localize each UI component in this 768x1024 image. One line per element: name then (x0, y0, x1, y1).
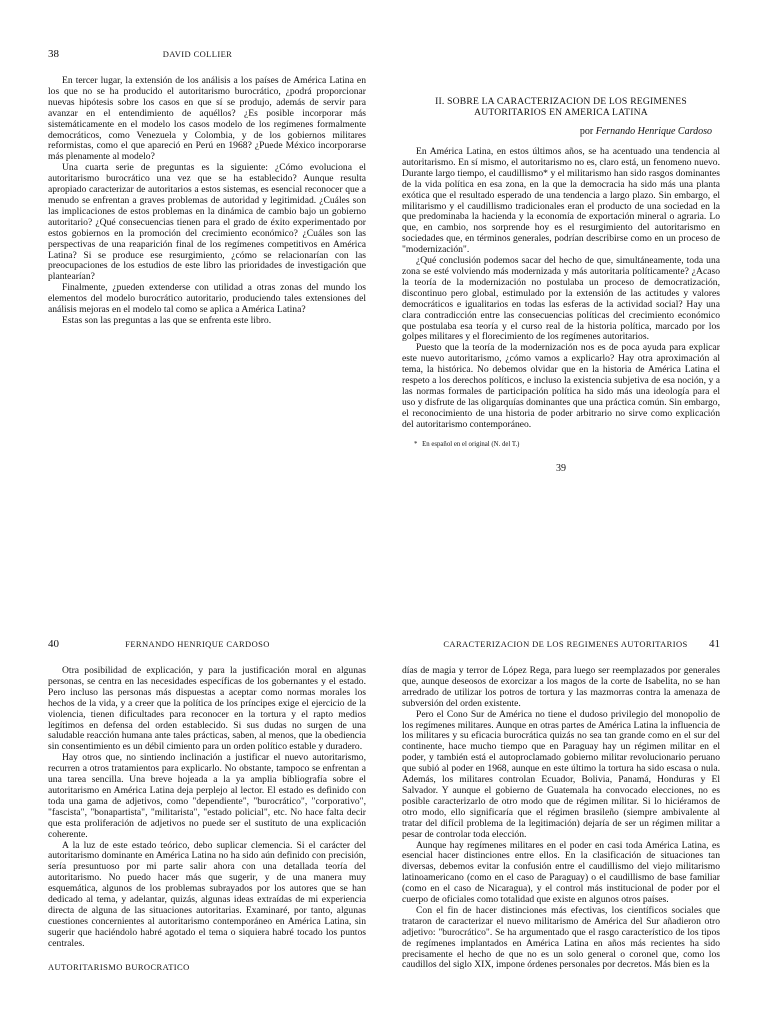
byline-prefix: por (579, 126, 594, 137)
paragraph: A la luz de este estado teórico, debo suplicar clemencia. Si el carácter del autoritarismo dominante en América Latina no ha sido aún definido con precisión, sería presuntuoso por mi parte salir ahora con una detallada teoría del autoritarismo. No puedo hacer más que sugerir, y de una manera muy esquemática, algunos de los problemas subrayados por los autores que se han dedicado al tema, y adelantar, quizás, algunas ideas extraídas de mi experiencia directa de alguna de las situaciones autoritarias. Examinaré, por tanto, algunas cuestiones concernientes al autoritarismo contemporáneo en América Latina, sin sugerir que haciéndolo habré agotado el tema o siquiera habré tocado los puntos centrales. (48, 839, 366, 949)
chapter-title (402, 96, 720, 118)
paragraph: Puesto que la teoría de la modernización nos es de poca ayuda para explicar este nuevo autoritarismo, ¿cómo vamos a explicarlo? Hay otra aproximación al tema, la histórica. No debemos olvidar que en la historia de América Latina el respeto a los derechos políticos, e incluso la existencia subjetiva de esa noción, y a las normas formales de participación política ha sido más una ideología para el uso y disfrute de las oligarquías dominantes que una práctica común. Sin embargo, el reconocimiento de una historia de poder arbitrario no sirve como explicación del autoritarismo contemporáneo. (402, 342, 720, 430)
chapter-title-line: AUTORITARIOS EN AMERICA LATINA (474, 107, 648, 118)
page-number: 41 (709, 638, 720, 650)
paragraph: Una cuarta serie de preguntas es la siguiente: ¿Cómo evoluciona el autoritarismo burocrático una vez que se ha establecido? Aunque resulta apropiado caracterizar de autoritarios a estos sistemas, es esencial reconocer que a menudo se enfrentan a graves problemas de autoridad y legitimidad. ¿Cuáles son las implicaciones de estos problemas en la dinámica de cambio bajo un gobierno autoritario? ¿Qué consecuencias tienen para el grado de éxito experimentado por estos gobiernos en la promoción del crecimiento económico? ¿Cuáles son las perspectivas de una reaparición final de los regímenes competitivos en América Latina? Si se produce ese resurgimiento, ¿cómo se relacionarían con las preocupaciones de los estudios de este libro las prioridades de investigación que plantearían? (48, 162, 366, 283)
header-author: FERNANDO HENRIQUE CARDOSO (125, 639, 270, 649)
paragraph: Con el fin de hacer distinciones más efectivas, los científicos sociales que trataron de caracterizar el nuevo militarismo de América del Sur añadieron otro adjetivo: "burocrático". Se ha argumentado que el rasgo característico de los tipos de regímenes implantados en América Latina en años más recientes ha sido precisamente el hecho de que no es un solo general o coronel que, como los caudillos del siglo XIX, impone órdenes personales por decretos. Más bien es la (402, 904, 720, 971)
running-header (402, 638, 720, 650)
page-38 (48, 48, 366, 388)
paragraph: Hay otros que, no sintiendo inclinación a justificar el nuevo autoritarismo, recurren a otros tratamientos para explicarlo. No obstante, tampoco se enfrentan a una tarea sencilla. Una breve hojeada a la ya amplia bibliografía sobre el autoritarismo en América Latina deja perplejo al lector. El estado es definido con toda una gama de adjetivos, como "dependiente", "burocrático", "corporativo", "fascista", "bonapartista", "militarista", "estado policial", etc. No hace falta decir que esta proliferación de adjetivos no puede ser el sustituto de una explicación coherente. (48, 752, 366, 840)
byline (402, 126, 712, 137)
page-number: 40 (48, 638, 59, 650)
page-number: 39 (556, 462, 566, 474)
paragraph: En América Latina, en estos últimos años, se ha acentuado una tendencia al autoritarismo. En sí mismo, el autoritarismo no es, claro está, un fenomeno nuevo. Durante largo tiempo, el caudillismo* y el militarismo han sido rasgos dominantes de la vida política en esa zona, en la que la democracia ha sido más una planta exótica que el resultado esperado de una tendencia a largo plazo. Sin embargo, el militarismo y el caudillismo tradicionales eran el producto de una sociedad en la que predominaba la hacienda y la economía de exportación mineral o agraria. Lo que, en cambio, nos sorprende hoy es el resurgimiento del autoritarismo en sociedades que, en términos generales, podrían describirse como en un proceso de "modernización". (402, 146, 720, 256)
page-40 (48, 638, 366, 1024)
chapter-author: Fernando Henrique Cardoso (595, 126, 712, 137)
chapter-title-line: II. SOBRE LA CARACTERIZACION DE LOS REGIMENES (435, 96, 687, 107)
footnote-text: En español en el original (N. del T.) (422, 440, 520, 448)
footnote (414, 441, 720, 449)
page-39 (402, 48, 720, 474)
paragraph: días de magia y terror de López Rega, para luego ser reemplazados por generales que, aunque deseosos de exorcizar a los magos de la corte de Isabelita, no se han arredrado de utilizar los potros de tortura y las mazmorras contra la amenaza de subversión del orden existente. (402, 665, 720, 709)
footnote-mark: * (414, 440, 418, 448)
page-number: 38 (48, 48, 59, 60)
page-41 (402, 638, 720, 1024)
section-heading: AUTORITARISMO BUROCRATICO (48, 961, 190, 972)
header-title: CARACTERIZACION DE LOS REGIMENES AUTORITARIOS (443, 639, 688, 649)
running-header (48, 638, 366, 650)
paragraph: Pero el Cono Sur de América no tiene el dudoso privilegio del monopolio de los regímenes militares. Aunque en otras partes de América Latina la influencia de los militares y su eficacia burocrática quizás no sea tan grande como en el sur del continente, hace mucho tiempo que en Paraguay hay un régimen militar en el poder, y también está el autoproclamado gobierno militar revolucionario peruano que subió al poder en 1968, aunque en este último la tortura ha sido escasa o nula. Además, los militares controlan Ecuador, Bolivia, Panamá, Honduras y El Salvador. Y aunque el gobierno de Guatemala ha convocado elecciones, no es posible caracterizarlo de otro modo que de régimen militar. Si lo hiciéramos de otro modo, ello significaría que el régimen brasileño (siempre ambivalente al tratar del difícil problema de la legitimación) dejaría de ser un régimen militar a pesar de controlar toda elección. (402, 708, 720, 840)
header-author: DAVID COLLIER (162, 49, 233, 59)
paragraph: Estas son las preguntas a las que se enfrenta este libro. (62, 314, 272, 326)
paragraph: Finalmente, ¿pueden extenderse con utilidad a otras zonas del mundo los elementos del modelo burocrático autoritario, produciendo tales extensiones del análisis mejoras en el modelo tal como se aplica a América Latina? (48, 282, 366, 316)
running-header (48, 48, 366, 60)
paragraph: En tercer lugar, la extensión de los análisis a los países de América Latina en los que no se ha producido el autoritarismo burocrático, ¿podrá proporcionar nuevas hipótesis sobre los casos en que sí se produjo, además de servir para avanzar en el entendimiento de aquéllos? ¿Es posible incorporar más sistemáticamente en el modelo los casos modelo de los regímenes formalmente democráticos, como Venezuela y Colombia, y de los gobiernos militares reformistas, como el que apareció en Perú en 1968? ¿Puede México incorporarse más plenamente al modelo? (48, 75, 366, 163)
paragraph: Otra posibilidad de explicación, y para la justificación moral en algunas personas, se centra en las necesidades específicas de los gobernantes y el estado. Pero incluso las personas más dispuestas a aceptar como normas morales los hechos de la vida, y a creer que la política de los príncipes exige el ejercicio de la violencia, tienen dificultades para reconocer en la tortura y el rapto medios legítimos en defensa del orden establecido. Si sus dudas no surgen de una saludable reacción humana ante tales prácticas, saben, al menos, que la obediencia sin consentimiento es un débil cimiento para un orden político estable y duradero. (48, 665, 366, 753)
paragraph: Aunque hay regímenes militares en el poder en casi toda América Latina, es esencial hacer distinciones entre ellos. En la clasificación de situaciones tan diversas, debemos evitar la confusión entre el caudillismo del viejo militarismo latinoamericano (como en el caso de Paraguay) o el caudillismo de base familiar (como en el caso de Nicaragua), y el control más institucional de poder por el cuerpo de oficiales como totalidad que existe en algunos otros países. (402, 839, 720, 906)
paragraph: ¿Qué conclusión podemos sacar del hecho de que, simultáneamente, toda una zona se esté volviendo más modernizada y más autoritaria políticamente? ¿Acaso la teoría de la modernización no postulaba un proceso de democratización, discontinuo pero global, estimulado por la extensión de las actitudes y valores democráticos e igualitarios en todas las esferas de la actividad social? Hay una clara contradicción entre las consecuencias políticas del crecimiento económico que postulaba esa teoría y el curso real de la historia política, marcado por los golpes militares y el florecimiento de los regímenes autoritarios. (402, 255, 720, 343)
